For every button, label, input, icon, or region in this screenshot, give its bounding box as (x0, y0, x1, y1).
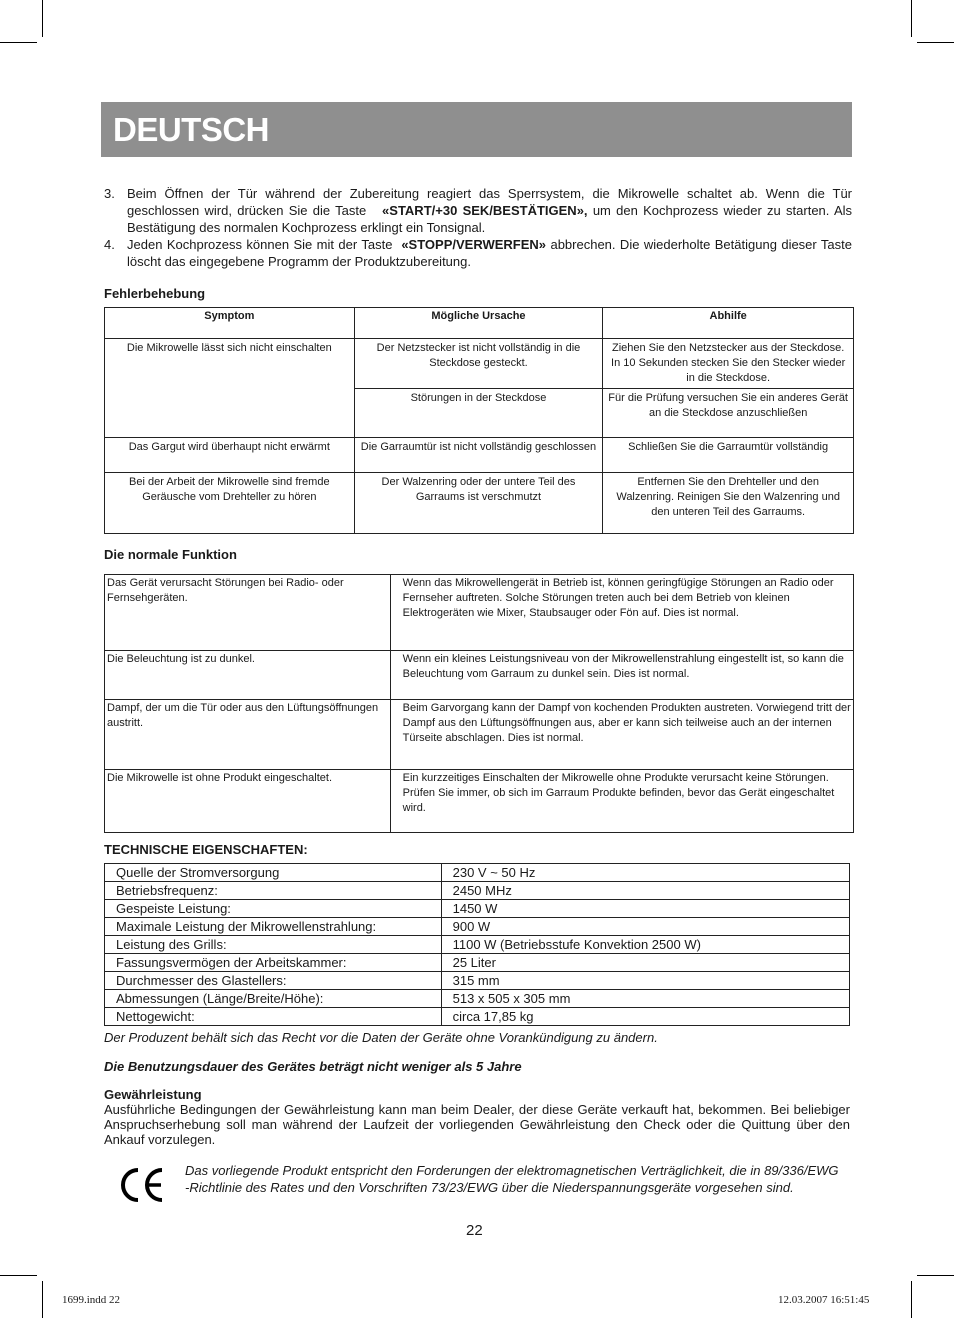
troubleshooting-table (104, 307, 854, 534)
table-cell: Bei der Arbeit der Mikrowelle sind fremde Geräusche vom Drehteller zu hören (105, 473, 355, 534)
spec-label: Durchmesser des Glastellers: (105, 972, 442, 990)
button-name: «START/+30 SEK/BESTÄTIGEN», (382, 203, 588, 218)
table-row (105, 473, 854, 534)
column-header: Symptom (105, 308, 355, 339)
warranty-heading: Gewährleistung (104, 1087, 202, 1102)
table-row (105, 936, 850, 954)
table-row (105, 700, 854, 770)
spec-value: 900 W (441, 918, 849, 936)
table-cell: Die Garraumtür ist nicht vollständig geschlossen (354, 438, 603, 473)
spec-value: 1450 W (441, 900, 849, 918)
spec-label: Nettogewicht: (105, 1008, 442, 1026)
specs-heading: TECHNISCHE EIGENSCHAFTEN: (104, 842, 308, 857)
table-row (105, 438, 854, 473)
crop-mark (911, 1281, 912, 1318)
instruction-list (104, 185, 852, 270)
table-cell: Entfernen Sie den Drehteller und den Walzenring. Reinigen Sie den Walzenring und den unteren Teil des Garraums. (603, 473, 854, 534)
table-row (105, 972, 850, 990)
spec-value: 315 mm (441, 972, 849, 990)
table-row (105, 339, 854, 389)
list-text: Beim Öffnen der Tür während der Zubereitung reagiert das Sperrsystem, die Mikrowelle schaltet ab. Wenn die Tür geschlossen wird, drücken Sie die Taste (127, 186, 852, 218)
lifetime-note: Die Benutzungsdauer des Gerätes beträgt nicht weniger als 5 Jahre (104, 1059, 522, 1074)
crop-mark (42, 0, 43, 37)
producer-note: Der Produzent behält sich das Recht vor die Daten der Geräte ohne Vorankündigung zu ändern. (104, 1030, 658, 1045)
list-text: abbrechen. Die wiederholte Betätigung dieser Taste löscht das eingegebene Programm der Produktzubereitung. (127, 237, 852, 269)
table-row (105, 651, 854, 700)
spec-value: 1100 W (Betriebsstufe Konvektion 2500 W) (441, 936, 849, 954)
table-cell: Für die Prüfung versuchen Sie ein anderes Gerät an die Steckdose anzuschließen (603, 389, 854, 438)
specs-table (104, 863, 850, 1026)
section-header (101, 102, 852, 157)
table-cell: Der Walzenring oder der untere Teil des Garraums ist verschmutzt (354, 473, 603, 534)
table-header-row (105, 308, 854, 339)
spec-label: Leistung des Grills: (105, 936, 442, 954)
spec-value: 230 V ~ 50 Hz (441, 864, 849, 882)
spec-label: Maximale Leistung der Mikrowellenstrahlung: (105, 918, 442, 936)
list-item (104, 185, 852, 236)
table-row (105, 864, 850, 882)
button-name: «STOPP/VERWERFEN» (401, 237, 547, 252)
list-number: 3. (104, 186, 115, 201)
table-cell: Das Gerät verursacht Störungen bei Radio- oder Fernsehgeräten. (105, 575, 391, 651)
table-cell: Ein kurzzeitiges Einschalten der Mikrowelle ohne Produkte verursacht keine Störungen. Prüfen Sie immer, ob sich im Garraum Produkte befinden, bevor das Gerät eingeschaltet wird. (390, 770, 853, 833)
normal-function-heading: Die normale Funktion (104, 547, 237, 562)
troubleshooting-heading: Fehlerbehebung (104, 286, 206, 301)
crop-mark (0, 1275, 37, 1276)
crop-mark (911, 0, 912, 37)
normal-function-table (104, 574, 854, 833)
column-header: Abhilfe (603, 308, 854, 339)
table-cell: Die Mikrowelle lässt sich nicht einschalten (105, 339, 355, 438)
crop-mark (917, 1275, 954, 1276)
list-text: um den Kochprozess wieder zu starten. Als Bestätigung des normalen Kochprozess erklingt ein Tonsignal. (127, 203, 853, 235)
spec-value: 2450 MHz (441, 882, 849, 900)
spec-value: 513 x 505 x 305 mm (441, 990, 849, 1008)
table-cell: Der Netzstecker ist nicht vollständig in die Steckdose gesteckt. (354, 339, 603, 389)
table-cell: Dampf, der um die Tür oder aus den Lüftungsöffnungen austritt. (105, 700, 391, 770)
table-cell: Beim Garvorgang kann der Dampf von kochenden Produkten austreten. Vorwiegend tritt der Dampf aus den Lüftungsöffnungen aus, aber er kann sich teilweise auch an der internen Türseite abschlagen. Dies ist normal. (390, 700, 853, 770)
table-cell: Ziehen Sie den Netzstecker aus der Steckdose. In 10 Sekunden stecken Sie den Stecker wieder in die Steckdose. (603, 339, 854, 389)
crop-mark (917, 42, 954, 43)
table-row (105, 882, 850, 900)
column-header: Mögliche Ursache (354, 308, 603, 339)
page-title: DEUTSCH (113, 111, 270, 148)
table-row (105, 900, 850, 918)
spec-label: Gespeiste Leistung: (105, 900, 442, 918)
list-number: 4. (104, 237, 115, 252)
spec-label: Quelle der Stromversorgung (105, 864, 442, 882)
table-cell: Wenn ein kleines Leistungsniveau von der Mikrowellenstrahlung eingestellt ist, so kann die Beleuchtung vom Garraum zu dunkel sein. Dies ist normal. (390, 651, 853, 700)
spec-label: Fassungsvermögen der Arbeitskammer: (105, 954, 442, 972)
ce-compliance-text: Das vorliegende Produkt entspricht den Forderungen der elektromagnetischen Verträglichkeit, die in 89/336/EWG -Richtlinie des Rates und den Vorschriften 73/23/EWG über die Niederspannungsgeräte vorgesehen sind. (185, 1163, 839, 1195)
spec-value: circa 17,85 kg (441, 1008, 849, 1026)
table-cell: Schließen Sie die Garraumtür vollständig (603, 438, 854, 473)
list-text: Jeden Kochprozess können Sie mit der Taste (127, 237, 393, 252)
page-number: 22 (466, 1222, 483, 1239)
table-cell: Das Gargut wird überhaupt nicht erwärmt (105, 438, 355, 473)
spec-label: Abmessungen (Länge/Breite/Höhe): (105, 990, 442, 1008)
table-row (105, 1008, 850, 1026)
table-row (105, 954, 850, 972)
list-item (104, 236, 852, 270)
table-cell: Die Beleuchtung ist zu dunkel. (105, 651, 391, 700)
spec-label: Betriebsfrequenz: (105, 882, 442, 900)
table-row (105, 575, 854, 651)
table-cell: Störungen in der Steckdose (354, 389, 603, 438)
table-row (105, 990, 850, 1008)
footer-date: 12.03.2007 16:51:45 (778, 1294, 870, 1306)
footer-file: 1699.indd 22 (62, 1294, 121, 1306)
table-cell: Wenn das Mikrowellengerät in Betrieb ist, können geringfügige Störungen an Radio oder Fernseher auftreten. Solche Störungen treten auch bei dem Betrieb von kleinen Elektrogeräten wie Mixer, Staubsauger oder Fön auf. Dies ist normal. (390, 575, 853, 651)
warranty-text: Ausführliche Bedingungen der Gewährleistung kann man beim Dealer, der diese Geräte verkauft hat, bekommen. Bei beliebiger Anspruchserhebung soll man während der Laufzeit der vorliegenden Gewährleistung den Check oder die Quittung über den Ankauf vorzulegen. (104, 1102, 850, 1147)
crop-mark (42, 1281, 43, 1318)
spec-value: 25 Liter (441, 954, 849, 972)
table-row (105, 770, 854, 833)
table-cell: Die Mikrowelle ist ohne Produkt eingeschaltet. (105, 770, 391, 833)
crop-mark (0, 42, 37, 43)
ce-mark-icon (118, 1166, 168, 1209)
table-row (105, 918, 850, 936)
